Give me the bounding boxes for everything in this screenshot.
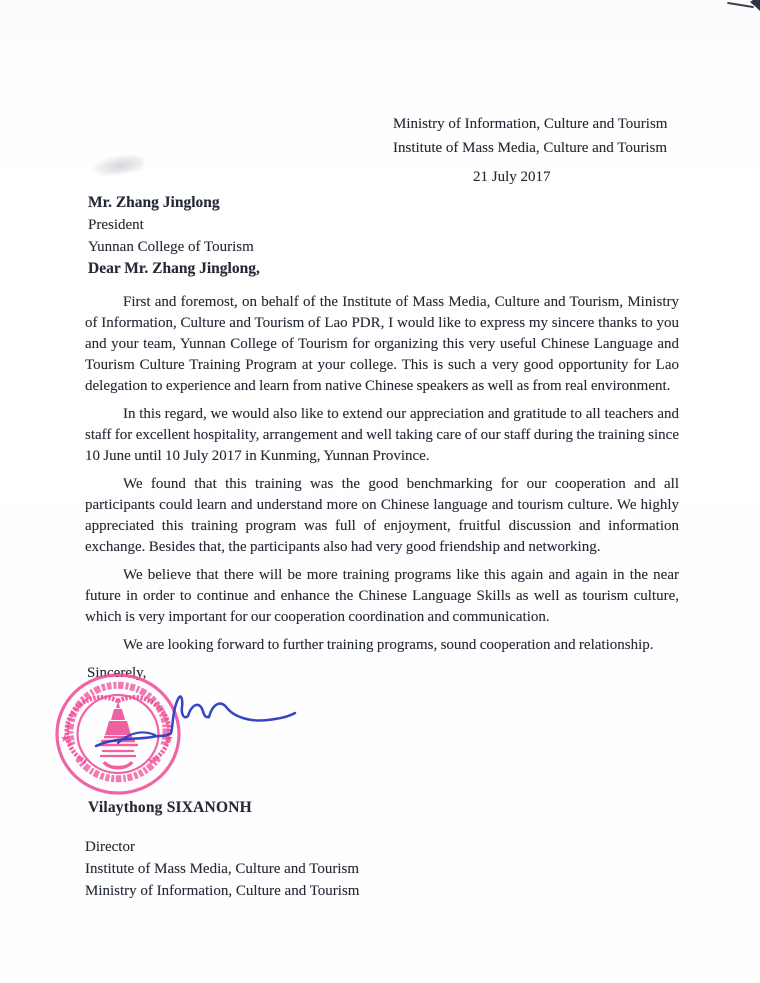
scan-smudge (91, 152, 145, 177)
paragraph-4: We believe that there will be more training programs like this again and again in the near future in order to continue and enhance the Chinese Language Skills as well as tourism culture, which is very important for our cooperation coordination and communication. (85, 567, 679, 625)
closing-word: Sincerely, (87, 665, 147, 681)
letter-body (85, 292, 679, 684)
sender-line-2: Institute of Mass Media, Culture and Tourism (393, 140, 668, 156)
recipient-block (88, 192, 254, 258)
signer-name: Vilaythong SIXANONH (88, 799, 252, 816)
signer-organization-2: Ministry of Information, Culture and Tourism (85, 883, 360, 899)
recipient-title: President (88, 217, 144, 233)
recipient-organization: Yunnan College of Tourism (88, 239, 254, 255)
signer-title: Director (85, 839, 135, 855)
recipient-name: Mr. Zhang Jinglong (88, 194, 220, 211)
letter-date: 21 July 2017 (473, 169, 551, 185)
sender-line-1: Ministry of Information, Culture and Tourism (393, 116, 668, 132)
seal-star-right-icon: ★ (164, 732, 174, 745)
paragraph-5: We are looking forward to further training programs, sound cooperation and relationship. (123, 637, 654, 653)
seal-star-left-icon: ★ (60, 732, 70, 745)
sender-header (393, 112, 667, 160)
paragraph-1: First and foremost, on behalf of the Institute of Mass Media, Culture and Tourism, Ministry of Information, Culture and Tourism of Lao PDR, I would like to express my sincere thanks to you and your team, Yunnan College of Tourism for organizing this very useful Chinese Language and Tourism Culture Training Program at your college. This is such a very good opportunity for Lao delegation to experience and learn from native Chinese speakers as well as from real environment. (85, 294, 679, 394)
signer-title-block (85, 836, 359, 902)
handwritten-signature (90, 686, 302, 754)
signer-organization-1: Institute of Mass Media, Culture and Tourism (85, 861, 360, 877)
salutation: Dear Mr. Zhang Jinglong, (88, 260, 260, 277)
paragraph-3: We found that this training was the good benchmarking for our cooperation and all participants could learn and understand more on Chinese language and tourism culture. We highly appreciated this training program was full of enjoyment, fruitful discussion and information exchange. Besides that, the participants also had very good friendship and networking. (85, 476, 679, 555)
scan-corner-line-artifact (727, 2, 754, 8)
paragraph-2: In this regard, we would also like to extend our appreciation and gratitude to all teachers and staff for excellent hospitality, arrangement and well taking care of our staff during the training since 10 June until 10 July 2017 in Kunming, Yunnan Province. (85, 406, 679, 464)
